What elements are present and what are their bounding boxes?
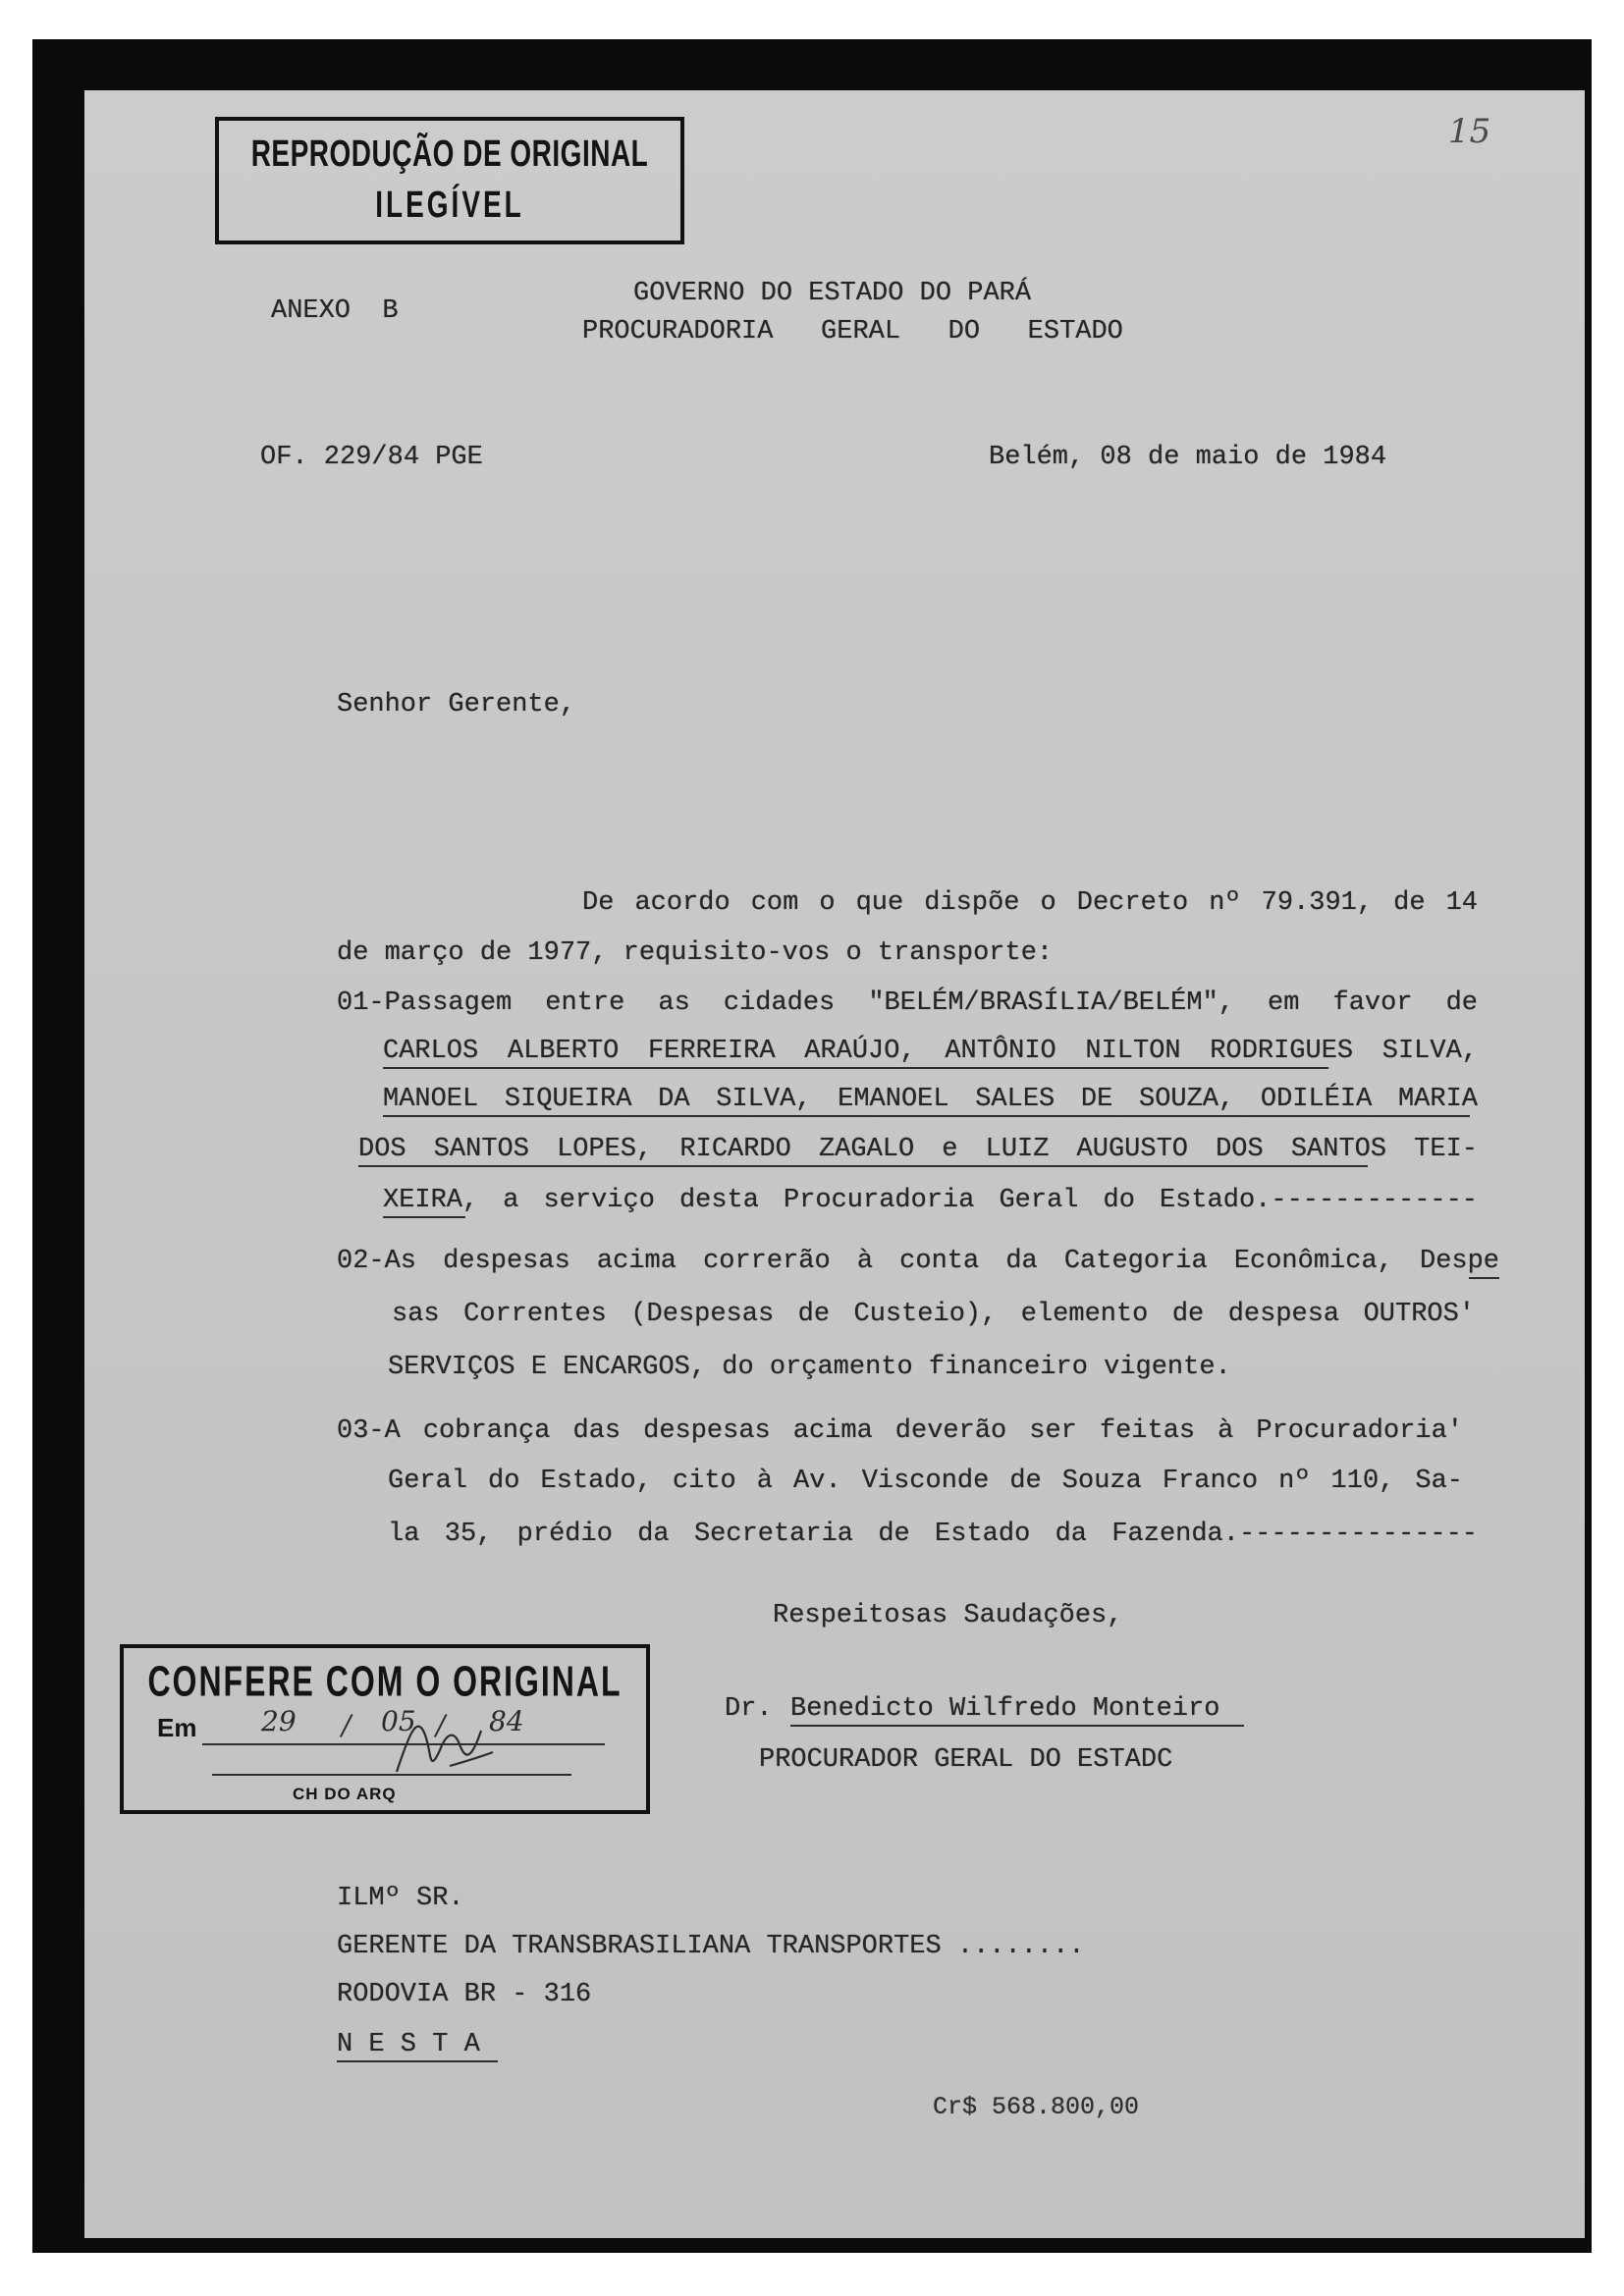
item-1-line: MANOEL SIQUEIRA DA SILVA, EMANOEL SALES DE SOUZA, ODILÉIA MARIA xyxy=(383,1085,1478,1114)
conference-stamp-footer: CH DO ARQ xyxy=(293,1785,397,1803)
handwritten-initials-icon xyxy=(391,1707,499,1786)
office-heading: PROCURADORIA GERAL DO ESTADO xyxy=(582,317,1123,347)
item-2-line: 02-As despesas acima correrão à conta da Categoria Econômica, Despe xyxy=(337,1247,1499,1276)
item-1-line: XEIRA, a serviço desta Procuradoria Geral do Estado.------------- xyxy=(383,1186,1478,1215)
illegible-original-stamp xyxy=(215,117,684,244)
stamp-line-2: ILEGÍVEL xyxy=(375,184,524,226)
government-heading: GOVERNO DO ESTADO DO PARÁ xyxy=(633,279,1032,308)
item-3-line: 03-A cobrança das despesas acima deverão ser feitas à Procuradoria' xyxy=(337,1416,1463,1446)
item-3-line: Geral do Estado, cito à Av. Visconde de Souza Franco nº 110, Sa- xyxy=(388,1467,1463,1496)
handwritten-page-number: 15 xyxy=(1448,112,1491,151)
addressee-recipient: GERENTE DA TRANSBRASILIANA TRANSPORTES ........ xyxy=(337,1932,1085,1961)
date-separator: / xyxy=(436,1709,446,1741)
item-2-line: SERVIÇOS E ENCARGOS, do orçamento financeiro vigente. xyxy=(388,1353,1231,1382)
conference-year: 84 xyxy=(489,1705,524,1737)
name-underline xyxy=(383,1067,1328,1069)
annex-label: ANEXO B xyxy=(271,296,399,326)
intro-line: De acordo com o que dispõe o Decreto nº 79.391, de 14 xyxy=(582,888,1478,918)
place-date: Belém, 08 de maio de 1984 xyxy=(989,443,1387,472)
item-1-line: DOS SANTOS LOPES, RICARDO ZAGALO e LUIZ AUGUSTO DOS SANTOS TEI- xyxy=(358,1135,1478,1164)
word-underline xyxy=(1469,1277,1499,1279)
name-underline xyxy=(383,1216,465,1218)
letter-page xyxy=(84,90,1585,2238)
signatory-role: PROCURADOR GERAL DO ESTADC xyxy=(759,1745,1173,1775)
locality-underline xyxy=(337,2060,498,2062)
name-underline xyxy=(383,1115,1470,1117)
conference-stamp-title: CONFERE COM O ORIGINAL xyxy=(147,1657,623,1706)
addressee-address: RODOVIA BR - 316 xyxy=(337,1980,592,2009)
addressee-salutation: ILMº SR. xyxy=(337,1884,464,1913)
item-3-line: la 35, prédio da Secretaria de Estado da Fazenda.--------------- xyxy=(388,1520,1478,1549)
conference-month: 05 xyxy=(381,1705,416,1737)
item-1-line: 01-Passagem entre as cidades "BELÉM/BRASÍLIA/BELÉM", em favor de xyxy=(337,988,1478,1018)
signature-prefix: Dr. xyxy=(725,1694,773,1724)
reference-number: OF. 229/84 PGE xyxy=(260,443,483,472)
salutation: Senhor Gerente, xyxy=(337,690,576,720)
item-1-line: CARLOS ALBERTO FERREIRA ARAÚJO, ANTÔNIO NILTON RODRIGUES SILVA, xyxy=(383,1037,1478,1066)
signatory-name: Benedicto Wilfredo Monteiro xyxy=(790,1694,1220,1724)
conference-day: 29 xyxy=(261,1705,297,1737)
signature-underline xyxy=(790,1725,1244,1727)
name-underline xyxy=(358,1165,1368,1167)
stamp-line-1: REPRODUÇÃO DE ORIGINAL xyxy=(250,133,649,175)
closing: Respeitosas Saudações, xyxy=(773,1601,1123,1630)
intro-line: de março de 1977, requisito-vos o transporte: xyxy=(337,938,1054,968)
item-2-line: sas Correntes (Despesas de Custeio), elemento de despesa OUTROS' xyxy=(392,1300,1475,1329)
addressee-locality: N E S T A xyxy=(337,2030,480,2059)
date-separator: / xyxy=(342,1709,352,1741)
conference-date-label: Em xyxy=(157,1713,197,1742)
conference-stamp xyxy=(120,1644,650,1814)
amount: Cr$ 568.800,00 xyxy=(933,2093,1140,2121)
